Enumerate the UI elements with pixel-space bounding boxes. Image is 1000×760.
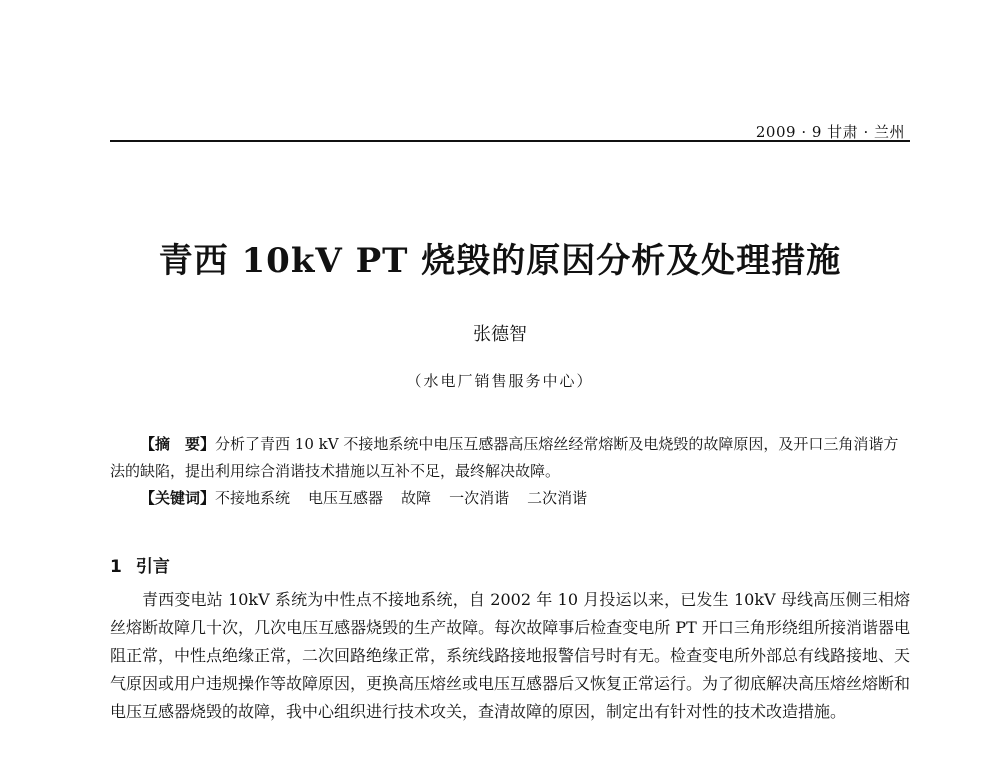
section-heading <box>110 552 170 577</box>
section-title: 引言 <box>135 557 170 577</box>
abstract-text: 分析了青西 10 kV 不接地系统中电压互感器高压熔丝经常熔断及电烧毁的故障原因，及开口三角消谐方法的缺陷，提出利用综合消谐技术措施以互补不足，最终解决故障。 <box>110 435 899 480</box>
affiliation: （水电厂销售服务中心） <box>406 372 594 390</box>
keyword: 电压互感器 <box>308 489 384 507</box>
keyword: 故障 <box>401 489 432 507</box>
keyword: 一次消谐 <box>449 489 510 507</box>
keywords-label: 【关键词】 <box>140 489 216 507</box>
author: 张德智 <box>473 324 527 345</box>
abstract <box>110 431 910 485</box>
journal-date-location: 2009 · 9 甘肃 · 兰州 <box>755 123 905 141</box>
abstract-block <box>110 431 910 512</box>
keyword: 不接地系统 <box>215 489 291 507</box>
paper-title: 青西 10kV PT 烧毁的原因分析及处理措施 <box>158 241 842 281</box>
header-rule <box>110 140 910 142</box>
abstract-label: 【摘 要】 <box>140 435 216 453</box>
keywords <box>110 485 910 512</box>
keyword: 二次消谐 <box>527 489 588 507</box>
section-number: 1 <box>110 557 122 577</box>
introduction-paragraph: 青西变电站 10kV 系统为中性点不接地系统，自 2002 年 10 月投运以来，已发生 10kV 母线高压侧三相熔丝熔断故障几十次，几次电压互感器烧毁的生产故障。每次故障事后检查变电所 PT 开口三角形绕组所接消谐器电阻正常，中性点绝缘正常，二次回路绝缘正常，系统线路接地报警信号时有无。检查变电所外部总有线路接地、天气原因或用户违规操作等故障原因，更换高压熔丝或电压互感器后又恢复正常运行。为了彻底解决高压熔丝熔断和电压互感器烧毁的故障，我中心组织进行技术攻关，查清故障的原因，制定出有针对性的技术改造措施。 <box>110 590 911 721</box>
